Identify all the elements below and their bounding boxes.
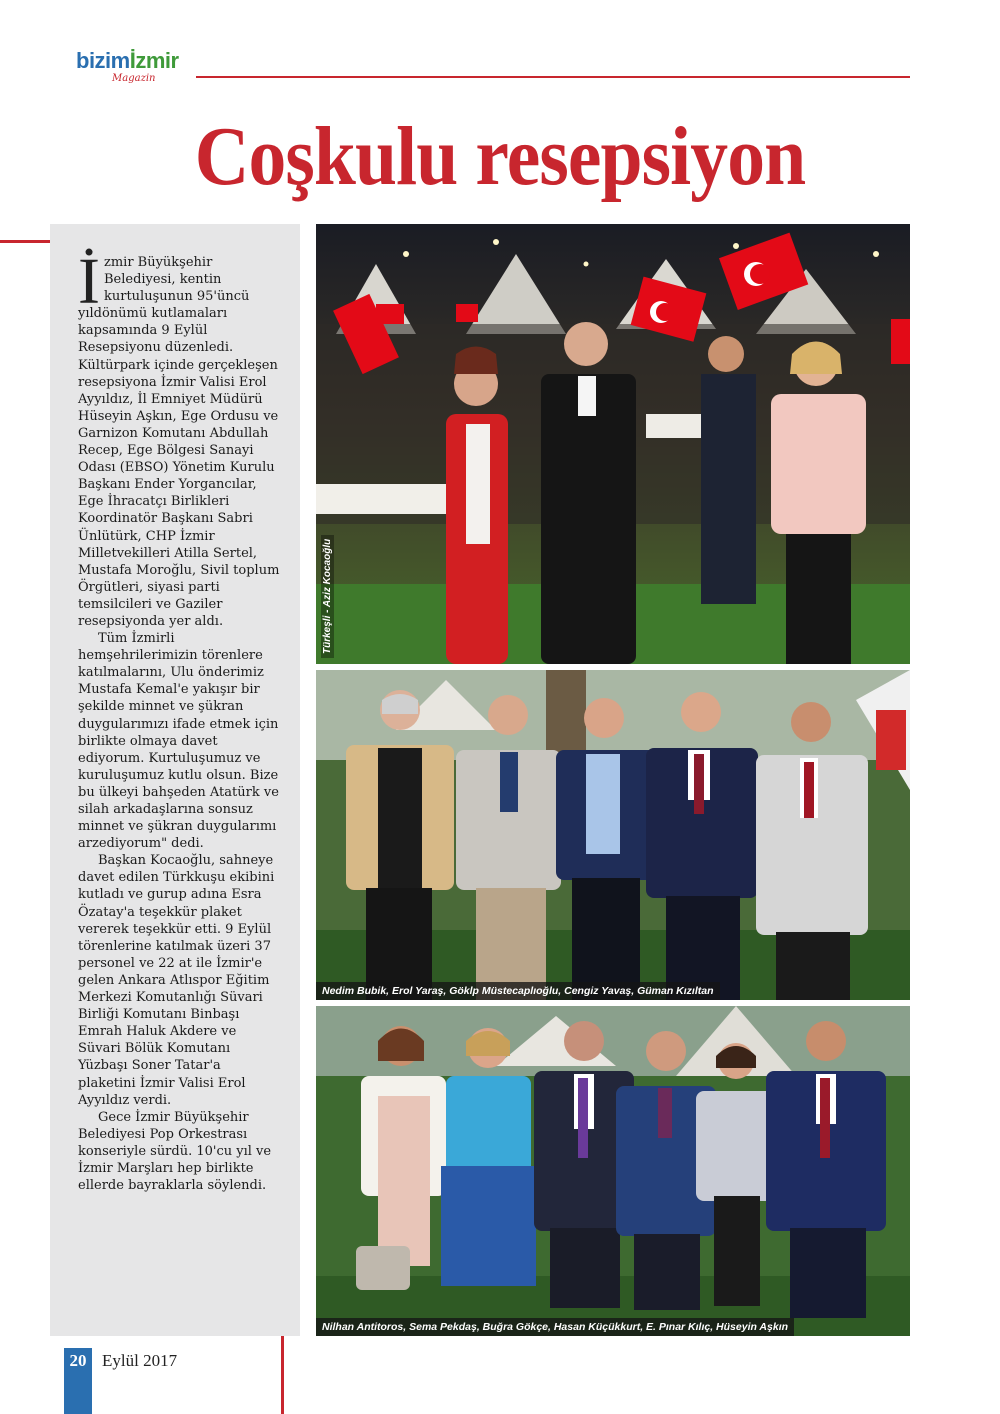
- photo-celebration-flags: [316, 224, 910, 664]
- logo-word-bizim: bizim: [76, 48, 130, 73]
- photo-group-mixed: [316, 1006, 910, 1336]
- article-text-column: [50, 224, 300, 1336]
- photo-group-men: [316, 670, 910, 1000]
- magazine-logo: [76, 46, 196, 86]
- issue-date: Eylül 2017: [102, 1351, 178, 1370]
- article-paragraph-1: [78, 245, 282, 630]
- photo-group-mixed-art: [316, 1006, 910, 1336]
- photo-credit: Türkeşli - Aziz Kocaoğlu: [321, 535, 334, 658]
- article-paragraph-4: Gece İzmir Büyükşehir Belediyesi Pop Orkestrası konseriyle sürdü. 10'cu yıl ve İzmir Marşları hep birlikte ellerde bayraklarla söylendi.: [78, 1109, 272, 1194]
- photo-group-men-art: [316, 670, 910, 1000]
- paragraph-1-text: zmir Büyükşehir Belediyesi, kentin kurtuluşunun 95'üncü yıldönümü kutlamaları kapsamında 9 Eylül Resepsiyonu düzenledi. Kültürpark içinde gerçekleşen resepsiyona İzmir Valisi Erol Ayyıldız, İl Emniyet Müdürü Hüseyin Aşkın, Ege Ordusu ve Garnizon Komutanı Abdullah Recep, Ege Bölgesi Sanayi Odası (EBSO) Yönetim Kurulu Başkanı Ender Yorgancılar, Ege İhracatçı Birlikleri Koordinatör Başkanı Sabri Ünlütürk, CHP İzmir Milletvekilleri Atilla Sertel, Mustafa Moroğlu, Sivil toplum Örgütleri, siyasi parti temsilcileri ve Gaziler resepsiyonda yer aldı.: [78, 255, 280, 629]
- page-number-bar: [64, 1374, 92, 1414]
- photo-celebration-flags-art: [316, 224, 910, 664]
- photo-caption-bottom: Nilhan Antitoros, Sema Pekdaş, Buğra Gökçe, Hasan Küçükkurt, E. Pınar Kılıç, Hüseyin Aşkın: [316, 1318, 794, 1336]
- header-rule: [196, 76, 910, 78]
- logo-word-izmir: İzmir: [129, 48, 179, 73]
- logo-wordmark: [76, 48, 179, 74]
- drop-cap: İ: [78, 245, 100, 318]
- article-paragraph-2: Tüm İzmirli hemşehrilerimizin törenlere katılmalarını, Ulu önderimiz Mustafa Kemal'e yakışır bir şekilde minnet ve şükran duygularımızı ifade etmek için birlikte olmaya davet ediyorum. Kurtuluşumuz ve kuruluşumuz kutlu olsun. Bize bu ülkeyi bahşeden Atatürk ve silah arkadaşlarına sonsuz minnet ve şükran duygularımı arzediyorum" dedi.: [78, 631, 279, 852]
- article-paragraph-3: Başkan Kocaoğlu, sahneye davet edilen Türkkuşu ekibini kutladı ve gurup adına Esra Özatay'a teşekkür plaket vererek teşekkür etti. 9 Eylül törenlerine katılmak üzeri 37 personel ve 22 at ile İzmir'e gelen Ankara Atlıspor Eğitim Merkezi Komutanlığı Süvari Birliği Komutanı Binbaşı Emrah Haluk Akdere ve Süvari Bölük Komutanı Yüzbaşı Soner Tatar'a plaketini İzmir Valisi Erol Ayyıldız verdi.: [78, 853, 275, 1108]
- page-number: 20: [64, 1348, 92, 1374]
- logo-subtitle: Magazin: [112, 73, 156, 84]
- article-title: Coşkulu resepsiyon: [194, 110, 806, 203]
- photo-caption-middle: Nedim Bubik, Erol Yaraş, Göklp Müstecaplıoğlu, Cengiz Yavaş, Güman Kızıltan: [316, 982, 720, 1000]
